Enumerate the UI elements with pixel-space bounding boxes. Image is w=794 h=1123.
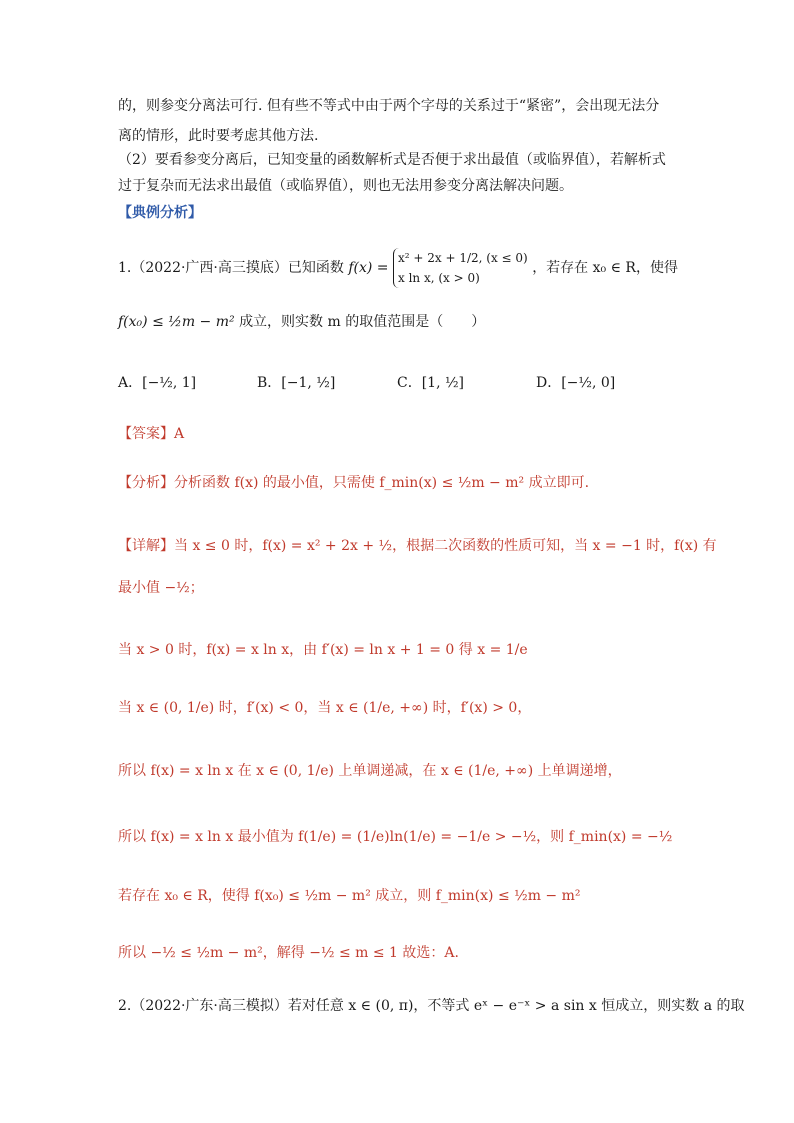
question-1-function-name: f(x) = xyxy=(348,260,389,276)
choice-c[interactable]: C．[1, ½] xyxy=(397,375,465,391)
intro-line-2: 离的情形，此时要考虑其他方法. xyxy=(118,128,319,144)
detail-line-2: 最小值 −½； xyxy=(118,580,204,596)
choice-a[interactable]: A．[−½, 1] xyxy=(118,375,197,391)
question-1-line-2-text: 成立，则实数 m 的取值范围是（ ） xyxy=(239,314,486,330)
intro-line-1: 的，则参变分离法可行. 但有些不等式中由于两个字母的关系过于“紧密”，会出现无法分 xyxy=(118,98,660,114)
analysis-text: 分析函数 f(x) 的最小值，只需使 f_min(x) ≤ ½m − m² 成立即可. xyxy=(174,475,590,491)
answer-value: A xyxy=(174,426,185,442)
detail-line-3: 当 x > 0 时，f(x) = x ln x，由 f′(x) = ln x + 1 = 0 得 x = 1/e xyxy=(118,642,528,658)
detail-text-1: 当 x ≤ 0 时，f(x) = x² + 2x + ½，根据二次函数的性质可知，当 x = −1 时，f(x) 有 xyxy=(174,538,717,554)
intro-line-3: （2）要看参变分离后，已知变量的函数解析式是否便于求出最值（或临界值），若解析式 xyxy=(118,152,666,168)
detail-line-1 xyxy=(118,536,717,556)
answer-line xyxy=(118,424,184,444)
detail-line-5: 所以 f(x) = x ln x 在 x ∈ (0, 1/e) 上单调递减，在 x ∈ (1/e, +∞) 上单调递增， xyxy=(118,763,622,779)
detail-line-7: 若存在 x₀ ∈ R，使得 f(x₀) ≤ ½m − m² 成立，则 f_min(x) ≤ ½m − m² xyxy=(118,888,581,904)
detail-tag: 【详解】 xyxy=(118,538,174,554)
question-1-line-1 xyxy=(118,248,678,288)
answer-tag: 【答案】 xyxy=(118,426,174,442)
piece-1: x² + 2x + 1/2, (x ≤ 0) xyxy=(397,251,528,265)
question-2-line: 2.（2022·广东·高三模拟）若对任意 x ∈ (0, π)，不等式 eˣ − e⁻ˣ > a sin x 恒成立，则实数 a 的取 xyxy=(118,998,745,1014)
choice-b[interactable]: B．[−1, ½] xyxy=(257,375,336,391)
piece-2: x ln x, (x > 0) xyxy=(397,271,480,285)
question-1-prefix: 1.（2022·广西·高三摸底）已知函数 xyxy=(118,260,344,276)
intro-line-4: 过于复杂而无法求出最值（或临界值），则也无法用参变分离法解决问题。 xyxy=(118,178,573,194)
choice-d[interactable]: D．[−½, 0] xyxy=(536,375,616,391)
question-1-line-2 xyxy=(118,312,485,332)
analysis-line xyxy=(118,473,589,493)
piecewise-definition xyxy=(393,248,528,288)
section-title: 【典例分析】 xyxy=(118,205,202,221)
detail-line-4: 当 x ∈ (0, 1/e) 时，f′(x) < 0，当 x ∈ (1/e, +∞) 时，f′(x) > 0， xyxy=(118,700,532,716)
question-1-suffix: ，若存在 x₀ ∈ R，使得 xyxy=(532,260,678,276)
analysis-tag: 【分析】 xyxy=(118,475,174,491)
question-1-inequality: f(x₀) ≤ ½m − m² xyxy=(118,314,235,330)
detail-line-8: 所以 −½ ≤ ½m − m²，解得 −½ ≤ m ≤ 1 故选：A. xyxy=(118,945,459,961)
detail-line-6: 所以 f(x) = x ln x 最小值为 f(1/e) = (1/e)ln(1/e) = −1/e > −½，则 f_min(x) = −½ xyxy=(118,829,673,845)
